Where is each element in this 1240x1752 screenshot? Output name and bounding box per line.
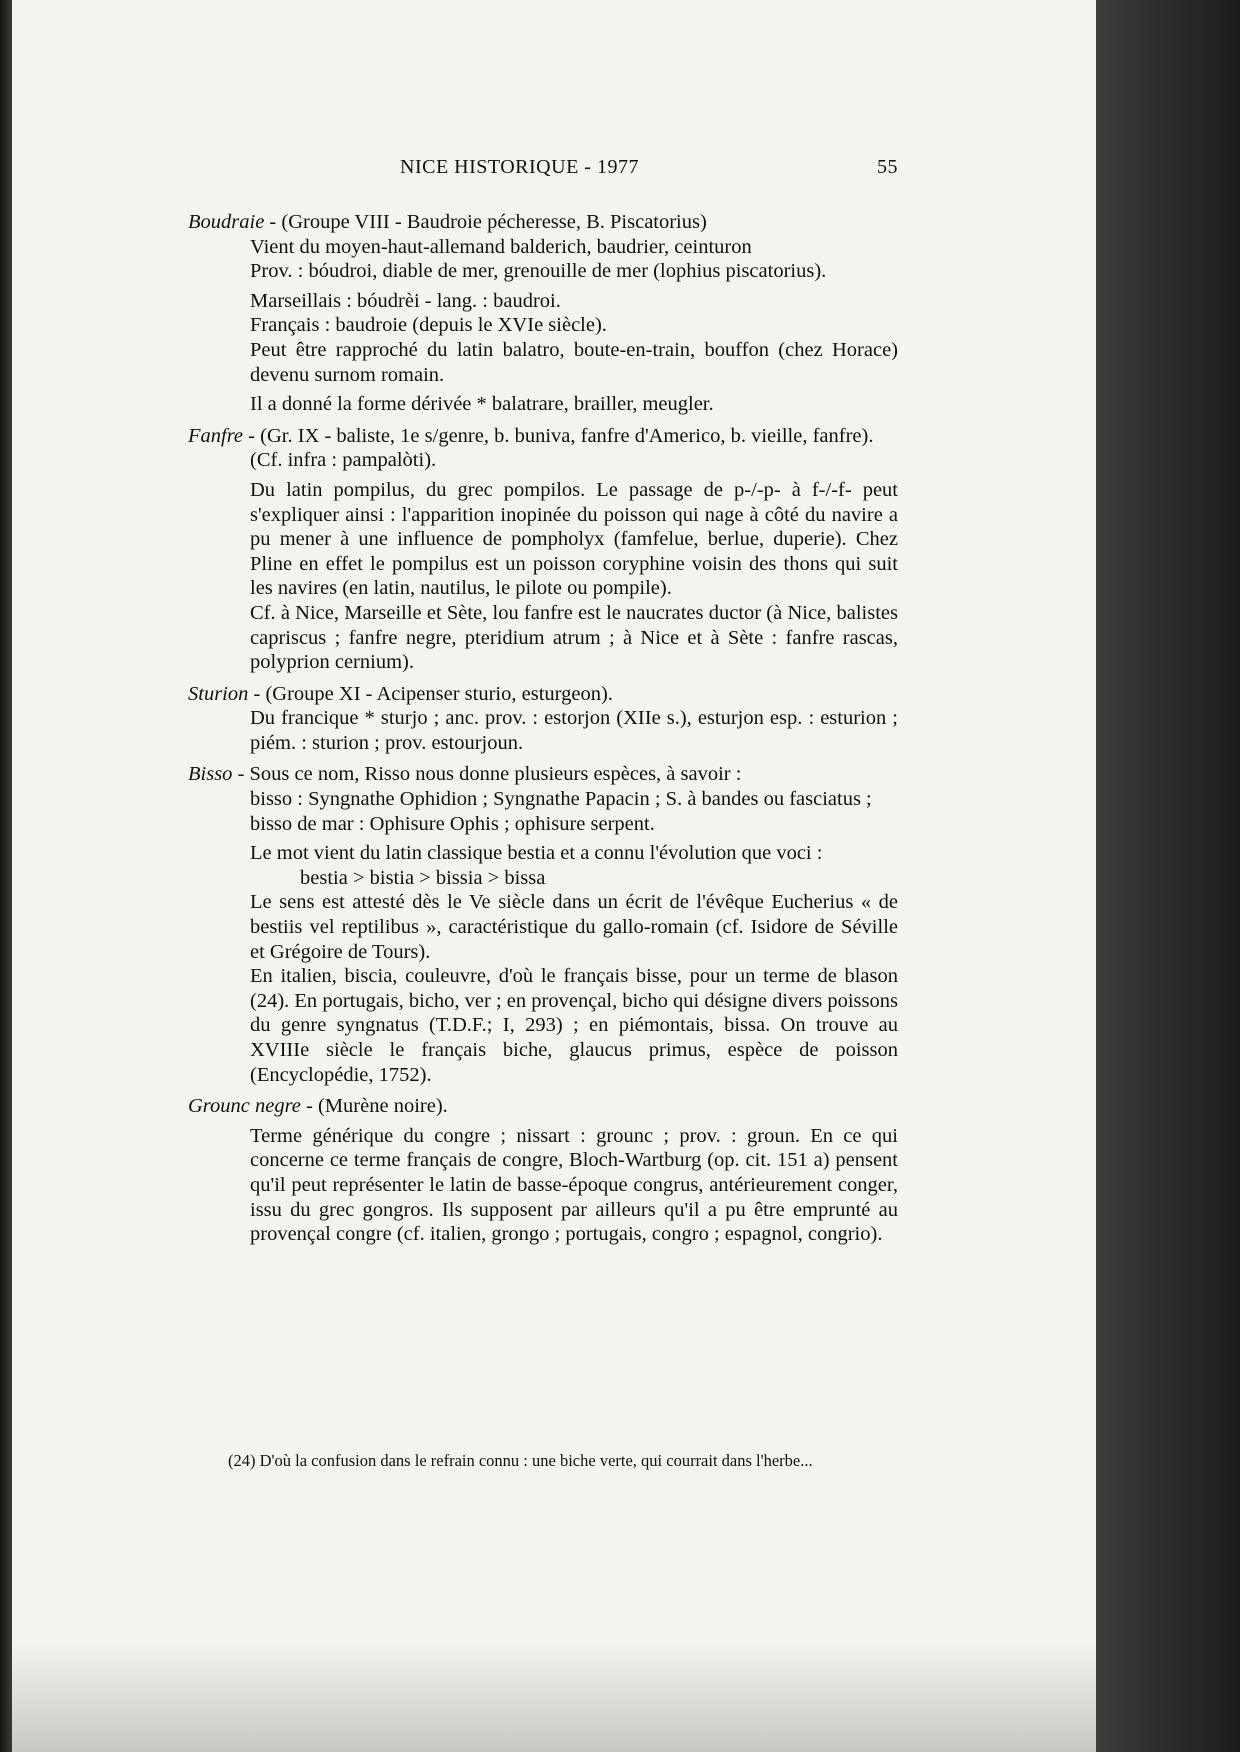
entry-lemma: Boudraie bbox=[188, 211, 265, 233]
book-gutter bbox=[1096, 0, 1240, 1752]
entry-line: Prov. : bóudroi, diable de mer, grenouille de mer (lophius piscatorius). bbox=[250, 260, 827, 283]
entry-line: Peut être rapproché du latin balatro, boute-en-train, bouffon (chez Horace) devenu surnom romain. bbox=[250, 338, 898, 386]
running-head-title: NICE HISTORIQUE - 1977 bbox=[400, 156, 639, 178]
entry-line: Il a donné la forme dérivée * balatrare, brailler, meugler. bbox=[250, 393, 714, 416]
entry-bisso bbox=[188, 762, 898, 1087]
entry-sturion bbox=[188, 682, 898, 756]
page-body bbox=[188, 210, 898, 1254]
entry-evolution-chain: bestia > bistia > bissia > bissa bbox=[300, 866, 546, 889]
entry-head bbox=[188, 210, 898, 235]
entry-cognates: En italien, biscia, couleuvre, d'où le français bisse, pour un terme de blason (24). En portugais, bicho, ver ; en provençal, bicho qui désigne divers poissons du genre syngnatus (T.D.F.; I, 293) ; en piémontais, bissa. On trouve au XVIIIe siècle le français biche, glaucus primus, espèce de poisson (Encyclopédie, 1752). bbox=[250, 965, 898, 1086]
entry-lemma: Bisso bbox=[188, 763, 233, 786]
entry-evolution-intro: Le mot vient du latin classique bestia et a connu l'évolution que voci : bbox=[250, 842, 823, 865]
page-number: 55 bbox=[877, 156, 898, 178]
scan-edge-left bbox=[0, 0, 12, 1752]
entry-boudraie bbox=[188, 210, 898, 417]
entry-fanfre bbox=[188, 424, 898, 675]
entry-lemma: Fanfre bbox=[188, 424, 244, 447]
entry-head bbox=[188, 762, 898, 787]
entry-sense: Le sens est attesté dès le Ve siècle dans un écrit de l'évêque Eucherius « de bestiis vel reptilibus », caractéristique du gallo-romain (cf. Isidore de Séville et Grégoire de Tours). bbox=[250, 891, 898, 963]
entry-etymology: Du francique * sturjo ; anc. prov. : estorjon (XIIe s.), esturjon esp. : esturion ; piém. : sturion ; prov. estourjoun. bbox=[250, 707, 898, 754]
entry-line: Marseillais : bóudrèi - lang. : baudroi. bbox=[250, 289, 561, 312]
page-shadow bbox=[12, 1642, 1096, 1752]
entry-line: Vient du moyen-haut-allemand balderich, baudrier, ceinturon bbox=[250, 235, 752, 258]
entry-gloss: - (Murène noire). bbox=[306, 1095, 448, 1118]
entry-gloss: - Sous ce nom, Risso nous donne plusieurs espèces, à savoir : bbox=[237, 763, 742, 786]
entry-gloss: - (Gr. IX - baliste, 1e s/genre, b. buniva, fanfre d'Americo, b. vieille, fanfre). bbox=[248, 424, 874, 447]
entry-head bbox=[188, 424, 898, 449]
entry-head bbox=[188, 682, 898, 707]
entry-species: bisso de mar : Ophisure Ophis ; ophisure serpent. bbox=[250, 812, 655, 835]
entry-gloss: - (Groupe XI - Acipenser sturio, esturgeon). bbox=[253, 682, 613, 705]
footnote-text: (24) D'où la confusion dans le refrain connu : une biche verte, qui courrait dans l'herbe... bbox=[228, 1451, 813, 1470]
entry-comparison: Cf. à Nice, Marseille et Sète, lou fanfre est le naucrates ductor (à Nice, balistes capriscus ; fanfre negre, pteridium atrum ; à Nice et à Sète : fanfre rascas, polyprion cernium). bbox=[250, 601, 898, 674]
entry-grounc-negre bbox=[188, 1094, 898, 1247]
entry-text: Terme générique du congre ; nissart : grounc ; prov. : groun. En ce qui concerne ce terme français de congre, Bloch-Wartburg (op. cit. 151 a) pensent qu'il peut représenter le latin de basse-époque congrus, antérieurement conger, issu du grec gongros. Ils supposent par ailleurs qu'il a pu être emprunté au provençal congre (cf. italien, grongo ; portugais, congro ; espagnol, congrio). bbox=[250, 1124, 898, 1246]
entry-head bbox=[188, 1094, 898, 1119]
entry-cross-reference: (Cf. infra : pampalòti). bbox=[250, 449, 437, 472]
entry-species: bisso : Syngnathe Ophidion ; Syngnathe Papacin ; S. à bandes ou fasciatus ; bbox=[250, 788, 872, 811]
entry-line: Français : baudroie (depuis le XVIe siècle). bbox=[250, 314, 607, 337]
footnote bbox=[188, 1450, 906, 1472]
entry-gloss: - (Groupe VIII - Baudroie pécheresse, B. Piscatorius) bbox=[269, 211, 707, 233]
entry-lemma: Grounc negre bbox=[188, 1095, 301, 1118]
entry-lemma: Sturion bbox=[188, 682, 249, 705]
entry-etymology: Du latin pompilus, du grec pompilos. Le passage de p-/-p- à f-/-f- peut s'expliquer ainsi : l'apparition inopinée du poisson qui nage à côté du navire a pu mener à une influence de pompholyx (famfelue, berlue, duperie). Chez Pline en effet le pompilus est un poisson coryphine voisin des thons qui suit les navires (en latin, nautilus, le pilote ou pompile). bbox=[250, 478, 898, 600]
